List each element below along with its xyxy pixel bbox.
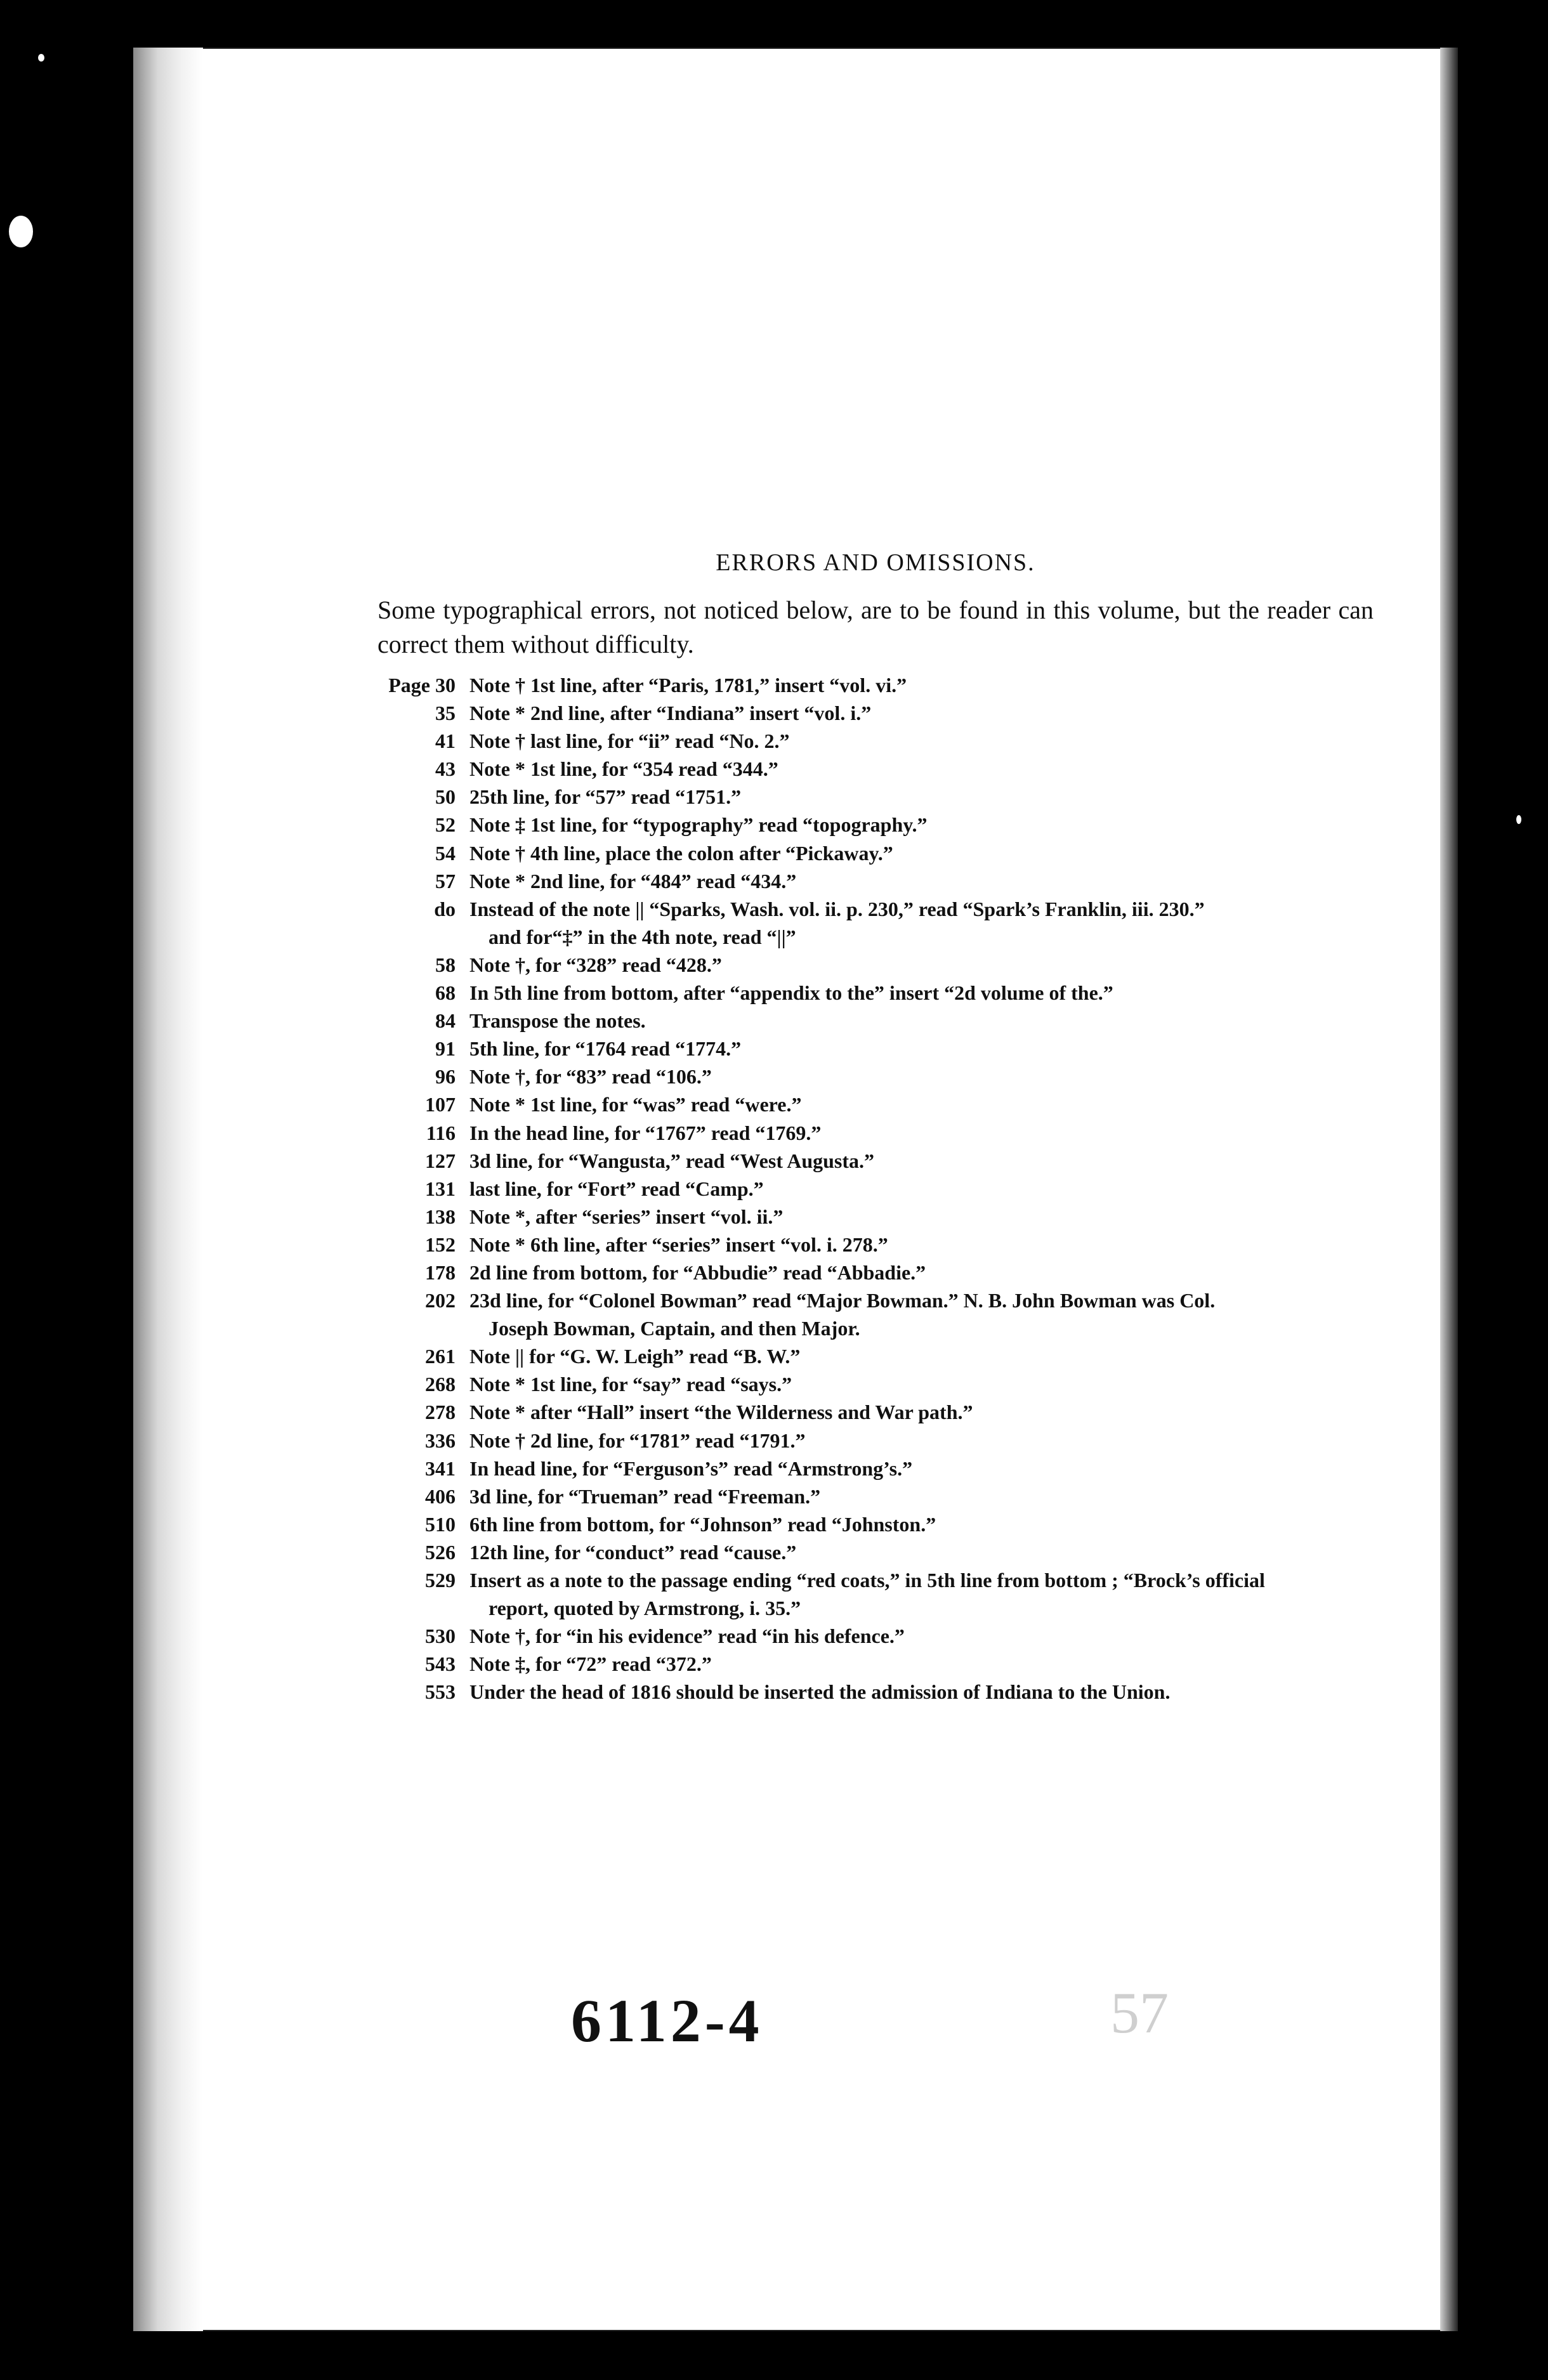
errata-row xyxy=(374,1370,1389,1398)
errata-row xyxy=(374,895,1389,951)
errata-page: 341 xyxy=(425,1456,456,1480)
errata-page: 178 xyxy=(425,1260,456,1284)
errata-row xyxy=(374,755,1389,783)
errata-page: 127 xyxy=(425,1149,456,1172)
errata-list xyxy=(374,671,1389,1706)
errata-page: 138 xyxy=(425,1205,456,1228)
errata-text xyxy=(469,1455,1396,1482)
errata-row xyxy=(374,1650,1389,1678)
errata-text xyxy=(469,1510,1396,1538)
errata-text xyxy=(469,811,1396,839)
errata-row xyxy=(374,1342,1389,1370)
errata-page: 530 xyxy=(425,1625,456,1648)
errata-text xyxy=(469,671,1396,699)
errata-text-line: 3d line, for “Wangusta,” read “West Augusta.” xyxy=(469,1149,875,1172)
errata-text-line: Note †, for “328” read “428.” xyxy=(469,953,722,976)
errata-page: Page 30 xyxy=(388,674,456,696)
errata-page: 35 xyxy=(435,702,456,725)
errata-row xyxy=(374,1203,1389,1231)
errata-text-continuation: report, quoted by Armstrong, i. 35.” xyxy=(489,1597,801,1619)
errata-page: 131 xyxy=(425,1177,456,1200)
errata-text-line: Note † last line, for “ii” read “No. 2.” xyxy=(469,729,790,753)
errata-text xyxy=(469,1231,1396,1259)
errata-row xyxy=(374,1566,1389,1622)
errata-text-line: 12th line, for “conduct” read “cause.” xyxy=(469,1540,797,1564)
errata-row xyxy=(374,1482,1389,1510)
errata-page: 50 xyxy=(435,785,456,809)
errata-row xyxy=(374,1175,1389,1203)
errata-text-line: Note †, for “83” read “106.” xyxy=(469,1065,712,1089)
errata-page: 278 xyxy=(425,1401,456,1424)
errata-text-line: Under the head of 1816 should be inserted the admission of Indiana to the Union. xyxy=(469,1680,1171,1704)
errata-text-line: 25th line, for “57” read “1751.” xyxy=(469,785,742,809)
errata-text-line: Note ‡, for “72” read “372.” xyxy=(469,1652,712,1676)
errata-row xyxy=(374,699,1389,727)
errata-page: 84 xyxy=(435,1009,456,1033)
errata-text xyxy=(469,783,1396,811)
errata-row xyxy=(374,1678,1389,1706)
errata-row xyxy=(374,1090,1389,1118)
page-heading: ERRORS AND OMISSIONS. xyxy=(716,549,1035,576)
errata-row xyxy=(374,1286,1389,1342)
errata-text-line: In 5th line from bottom, after “appendix to the” insert “2d volume of the.” xyxy=(469,981,1113,1005)
errata-page: 91 xyxy=(435,1037,456,1061)
errata-page: 529 xyxy=(425,1569,456,1592)
errata-text xyxy=(469,1175,1396,1203)
errata-row xyxy=(374,1538,1389,1566)
errata-text xyxy=(469,1566,1396,1622)
errata-row xyxy=(374,1231,1389,1259)
errata-text xyxy=(469,1007,1396,1035)
errata-text xyxy=(469,1203,1396,1231)
errata-text-line: Note * 1st line, for “was” read “were.” xyxy=(469,1093,802,1116)
errata-text-line: Note * 1st line, for “say” read “says.” xyxy=(469,1373,792,1396)
errata-text-line: Note * 2nd line, for “484” read “434.” xyxy=(469,869,797,893)
errata-text xyxy=(469,1398,1396,1426)
errata-text-line: Insert as a note to the passage ending “red coats,” in 5th line from bottom ; “Brock’s official xyxy=(469,1569,1265,1592)
errata-text-line: In head line, for “Ferguson’s” read “Armstrong’s.” xyxy=(469,1456,913,1480)
errata-text xyxy=(469,1286,1396,1342)
errata-row xyxy=(374,1062,1389,1090)
errata-text xyxy=(469,1538,1396,1566)
errata-row xyxy=(374,951,1389,979)
errata-text-line: In the head line, for “1767” read “1769.” xyxy=(469,1121,822,1144)
errata-text-line: Note *, after “series” insert “vol. ii.” xyxy=(469,1205,784,1228)
errata-text xyxy=(469,895,1396,951)
errata-row xyxy=(374,1119,1389,1147)
errata-row xyxy=(374,867,1389,895)
errata-page: 107 xyxy=(425,1093,456,1116)
errata-text xyxy=(469,1678,1396,1706)
errata-page: 58 xyxy=(435,953,456,976)
errata-text-line: Note || for “G. W. Leigh” read “B. W.” xyxy=(469,1345,801,1368)
right-page-edge xyxy=(1440,48,1458,2331)
errata-text xyxy=(469,1370,1396,1398)
errata-text-line: Transpose the notes. xyxy=(469,1009,646,1033)
errata-text xyxy=(469,699,1396,727)
errata-row xyxy=(374,783,1389,811)
errata-text-line: 3d line, for “Trueman” read “Freeman.” xyxy=(469,1484,821,1508)
errata-text xyxy=(469,979,1396,1007)
errata-page: 553 xyxy=(425,1680,456,1704)
errata-row xyxy=(374,1510,1389,1538)
errata-text-line: 2d line from bottom, for “Abbudie” read “Abbadie.” xyxy=(469,1260,926,1284)
errata-row xyxy=(374,1455,1389,1482)
manuscript-number: 6112-4 xyxy=(571,1987,763,2055)
errata-row xyxy=(374,1622,1389,1650)
errata-text xyxy=(469,867,1396,895)
errata-text-line: Note † 1st line, after “Paris, 1781,” insert “vol. vi.” xyxy=(469,674,907,696)
errata-text xyxy=(469,1259,1396,1286)
scan-speck xyxy=(1516,815,1521,824)
errata-text-line: Instead of the note || “Sparks, Wash. vol. ii. p. 230,” read “Spark’s Franklin, iii. 230.” xyxy=(469,897,1205,920)
errata-text xyxy=(469,1650,1396,1678)
errata-text xyxy=(469,1090,1396,1118)
errata-text-line: Note * 6th line, after “series” insert “vol. i. 278.” xyxy=(469,1232,888,1256)
errata-text xyxy=(469,1147,1396,1175)
errata-text-line: 23d line, for “Colonel Bowman” read “Major Bowman.” N. B. John Bowman was Col. xyxy=(469,1289,1216,1312)
errata-page: 41 xyxy=(435,729,456,753)
errata-row xyxy=(374,1427,1389,1455)
errata-text-line: Note * after “Hall” insert “the Wilderness and War path.” xyxy=(469,1401,973,1424)
errata-row xyxy=(374,671,1389,699)
errata-text-line: 6th line from bottom, for “Johnson” read “Johnston.” xyxy=(469,1512,936,1536)
errata-text xyxy=(469,1427,1396,1455)
errata-text-line: Note ‡ 1st line, for “typography” read “topography.” xyxy=(469,813,928,837)
errata-text-line: Note * 1st line, for “354 read “344.” xyxy=(469,757,778,781)
errata-page: 54 xyxy=(435,841,456,865)
errata-text xyxy=(469,1119,1396,1147)
errata-page: do xyxy=(434,897,456,920)
errata-text xyxy=(469,755,1396,783)
errata-row xyxy=(374,1007,1389,1035)
errata-row xyxy=(374,811,1389,839)
errata-page: 152 xyxy=(425,1232,456,1256)
errata-page: 261 xyxy=(425,1345,456,1368)
intro-paragraph: Some typographical errors, not noticed below, are to be found in this volume, but the reader can correct them without difficulty. xyxy=(377,596,1374,658)
errata-text-continuation: and for“‡” in the 4th note, read “||” xyxy=(489,925,796,948)
errata-page: 43 xyxy=(435,757,456,781)
errata-page: 116 xyxy=(426,1121,456,1144)
errata-text xyxy=(469,1482,1396,1510)
errata-row xyxy=(374,839,1389,867)
errata-text xyxy=(469,1035,1396,1062)
errata-page: 406 xyxy=(425,1484,456,1508)
errata-text xyxy=(469,951,1396,979)
errata-text xyxy=(469,1062,1396,1090)
errata-row xyxy=(374,979,1389,1007)
errata-text-line: 5th line, for “1764 read “1774.” xyxy=(469,1037,742,1061)
errata-text xyxy=(469,839,1396,867)
errata-text xyxy=(469,1622,1396,1650)
errata-row xyxy=(374,1398,1389,1426)
errata-page: 202 xyxy=(425,1289,456,1312)
errata-text-line: Note † 4th line, place the colon after “Pickaway.” xyxy=(469,841,893,865)
page-binding-edge xyxy=(133,48,203,2331)
errata-page: 543 xyxy=(425,1652,456,1676)
errata-page: 336 xyxy=(425,1429,456,1452)
errata-row xyxy=(374,1147,1389,1175)
scan-speck xyxy=(38,54,44,62)
errata-row xyxy=(374,1035,1389,1062)
errata-text-line: Note †, for “in his evidence” read “in his defence.” xyxy=(469,1625,905,1648)
errata-page: 68 xyxy=(435,981,456,1005)
faint-number: 57 xyxy=(1110,1980,1169,2045)
errata-row xyxy=(374,727,1389,755)
errata-row xyxy=(374,1259,1389,1286)
errata-text xyxy=(469,727,1396,755)
errata-page: 526 xyxy=(425,1540,456,1564)
errata-page: 52 xyxy=(435,813,456,837)
errata-page: 96 xyxy=(435,1065,456,1089)
errata-page: 510 xyxy=(425,1512,456,1536)
errata-text-line: Note † 2d line, for “1781” read “1791.” xyxy=(469,1429,806,1452)
errata-text xyxy=(469,1342,1396,1370)
errata-page: 268 xyxy=(425,1373,456,1396)
scan-speck xyxy=(9,216,33,247)
errata-page: 57 xyxy=(435,869,456,893)
errata-text-line: last line, for “Fort” read “Camp.” xyxy=(469,1177,764,1200)
errata-text-line: Note * 2nd line, after “Indiana” insert “vol. i.” xyxy=(469,702,872,725)
errata-text-continuation: Joseph Bowman, Captain, and then Major. xyxy=(489,1317,860,1340)
